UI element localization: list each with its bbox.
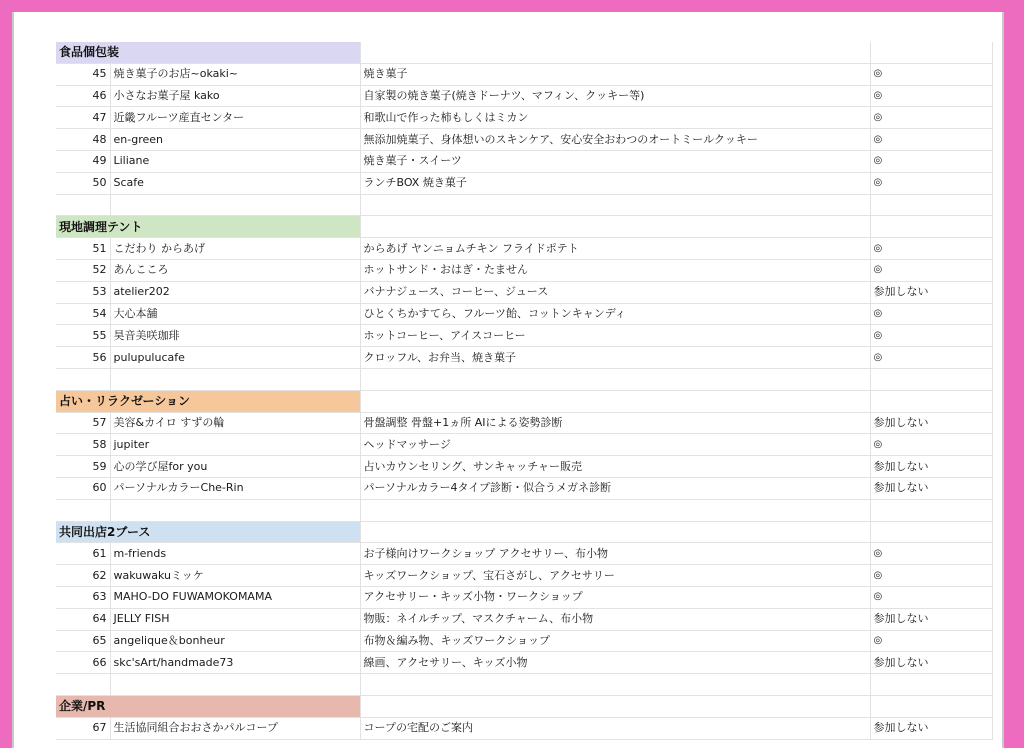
vendor-name-cell[interactable]: atelier202 xyxy=(110,281,360,303)
row-number-cell[interactable]: 50 xyxy=(56,172,110,194)
description-cell[interactable]: アクセサリー・キッズ小物・ワークショップ xyxy=(360,586,870,608)
blank-row xyxy=(56,368,992,390)
table-row xyxy=(56,456,992,478)
table-row xyxy=(56,434,992,456)
spreadsheet-page xyxy=(12,12,1004,748)
description-cell[interactable]: 和歌山で作った柿もしくはミカン xyxy=(360,107,870,129)
table-row xyxy=(56,259,992,281)
row-number-cell[interactable]: 62 xyxy=(56,565,110,587)
section-title[interactable]: 企業/PR xyxy=(56,695,360,717)
empty-cell[interactable] xyxy=(870,499,992,521)
status-cell[interactable]: 参加しない xyxy=(870,652,992,674)
status-cell[interactable]: ◎ xyxy=(870,630,992,652)
vendor-name-cell[interactable]: wakuwakuミッケ xyxy=(110,565,360,587)
description-cell[interactable]: 骨盤調整 骨盤+1ヵ所 AIによる姿勢診断 xyxy=(360,412,870,434)
description-cell[interactable]: ホットコーヒー、アイスコーヒー xyxy=(360,325,870,347)
status-cell[interactable]: ◎ xyxy=(870,303,992,325)
table-row xyxy=(56,85,992,107)
blank-row xyxy=(56,194,992,216)
table-row xyxy=(56,150,992,172)
status-cell[interactable]: ◎ xyxy=(870,150,992,172)
empty-cell[interactable] xyxy=(870,390,992,412)
table-row xyxy=(56,107,992,129)
section-title[interactable]: 現地調理テント xyxy=(56,216,360,238)
status-cell[interactable]: ◎ xyxy=(870,129,992,151)
vendor-name-cell[interactable]: pulupulucafe xyxy=(110,347,360,369)
empty-cell[interactable] xyxy=(56,368,110,390)
row-number-cell[interactable]: 57 xyxy=(56,412,110,434)
table-row xyxy=(56,172,992,194)
status-cell[interactable]: ◎ xyxy=(870,543,992,565)
description-cell[interactable]: 焼き菓子 xyxy=(360,63,870,85)
empty-cell[interactable] xyxy=(360,499,870,521)
blank-row xyxy=(56,674,992,696)
row-number-cell[interactable]: 47 xyxy=(56,107,110,129)
empty-cell[interactable] xyxy=(360,521,870,543)
table-row xyxy=(56,586,992,608)
row-number-cell[interactable]: 45 xyxy=(56,63,110,85)
empty-cell[interactable] xyxy=(870,368,992,390)
status-cell[interactable]: ◎ xyxy=(870,172,992,194)
description-cell[interactable]: 線画、アクセサリー、キッズ小物 xyxy=(360,652,870,674)
status-cell[interactable]: 参加しない xyxy=(870,477,992,499)
row-number-cell[interactable]: 65 xyxy=(56,630,110,652)
description-cell[interactable]: クロッフル、お弁当、焼き菓子 xyxy=(360,347,870,369)
description-cell[interactable]: 無添加焼菓子、身体想いのスキンケア、安心安全おわつのオートミールクッキー xyxy=(360,129,870,151)
blank-row xyxy=(56,499,992,521)
empty-cell[interactable] xyxy=(360,390,870,412)
table-row xyxy=(56,347,992,369)
table-row xyxy=(56,630,992,652)
vendor-name-cell[interactable]: 生活協同組合おおさかパルコープ xyxy=(110,717,360,739)
description-cell[interactable]: 布物＆編み物、キッズワークショップ xyxy=(360,630,870,652)
table-row xyxy=(56,129,992,151)
description-cell[interactable]: 自家製の焼き菓子(焼きドーナツ、マフィン、クッキー等) xyxy=(360,85,870,107)
empty-cell[interactable] xyxy=(360,368,870,390)
empty-cell[interactable] xyxy=(360,674,870,696)
empty-cell[interactable] xyxy=(870,521,992,543)
table-row xyxy=(56,652,992,674)
vendor-name-cell[interactable]: 昊音美咲珈琲 xyxy=(110,325,360,347)
description-cell[interactable]: パーソナルカラー4タイプ診断・似合うメガネ診断 xyxy=(360,477,870,499)
empty-cell[interactable] xyxy=(56,674,110,696)
vendor-table xyxy=(56,42,993,740)
row-number-cell[interactable]: 49 xyxy=(56,150,110,172)
empty-cell[interactable] xyxy=(360,216,870,238)
row-number-cell[interactable]: 56 xyxy=(56,347,110,369)
vendor-name-cell[interactable]: 大心本舗 xyxy=(110,303,360,325)
status-cell[interactable]: ◎ xyxy=(870,63,992,85)
vendor-name-cell[interactable]: Scafe xyxy=(110,172,360,194)
vendor-name-cell[interactable]: パーソナルカラーChe-Rin xyxy=(110,477,360,499)
vendor-name-cell[interactable]: jupiter xyxy=(110,434,360,456)
status-cell[interactable]: 参加しない xyxy=(870,608,992,630)
vendor-name-cell[interactable]: あんこころ xyxy=(110,259,360,281)
table-row xyxy=(56,717,992,739)
row-number-cell[interactable]: 55 xyxy=(56,325,110,347)
empty-cell[interactable] xyxy=(110,674,360,696)
status-cell[interactable]: 参加しない xyxy=(870,717,992,739)
empty-cell[interactable] xyxy=(870,42,992,63)
description-cell[interactable]: コープの宅配のご案内 xyxy=(360,717,870,739)
status-cell[interactable]: ◎ xyxy=(870,238,992,260)
description-cell[interactable]: ひとくちかすてら、フルーツ飴、コットンキャンディ xyxy=(360,303,870,325)
description-cell[interactable]: ランチBOX 焼き菓子 xyxy=(360,172,870,194)
row-number-cell[interactable]: 66 xyxy=(56,652,110,674)
section-header-row xyxy=(56,695,992,717)
description-cell[interactable]: バナナジュース、コーヒー、ジュース xyxy=(360,281,870,303)
row-number-cell[interactable]: 67 xyxy=(56,717,110,739)
empty-cell[interactable] xyxy=(870,695,992,717)
status-cell[interactable]: 参加しない xyxy=(870,456,992,478)
status-cell[interactable]: ◎ xyxy=(870,107,992,129)
status-cell[interactable]: ◎ xyxy=(870,586,992,608)
description-cell[interactable]: 物販：ネイルチップ、マスクチャーム、布小物 xyxy=(360,608,870,630)
table-row xyxy=(56,565,992,587)
status-cell[interactable]: ◎ xyxy=(870,325,992,347)
vendor-name-cell[interactable]: MAHO-DO FUWAMOKOMAMA xyxy=(110,586,360,608)
table-row xyxy=(56,281,992,303)
row-number-cell[interactable]: 52 xyxy=(56,259,110,281)
status-cell[interactable]: ◎ xyxy=(870,347,992,369)
table-row xyxy=(56,325,992,347)
empty-cell[interactable] xyxy=(360,695,870,717)
description-cell[interactable]: ホットサンド・おはぎ・たません xyxy=(360,259,870,281)
row-number-cell[interactable]: 64 xyxy=(56,608,110,630)
table-row xyxy=(56,608,992,630)
vendor-name-cell[interactable]: こだわり からあげ xyxy=(110,238,360,260)
row-number-cell[interactable]: 54 xyxy=(56,303,110,325)
status-cell[interactable]: ◎ xyxy=(870,434,992,456)
description-cell[interactable]: お子様向けワークショップ アクセサリー、布小物 xyxy=(360,543,870,565)
row-number-cell[interactable]: 61 xyxy=(56,543,110,565)
description-cell[interactable]: ヘッドマッサージ xyxy=(360,434,870,456)
empty-cell[interactable] xyxy=(360,194,870,216)
status-cell[interactable]: ◎ xyxy=(870,259,992,281)
section-header-row xyxy=(56,390,992,412)
table-row xyxy=(56,477,992,499)
section-title[interactable]: 共同出店2ブース xyxy=(56,521,360,543)
row-number-cell[interactable]: 58 xyxy=(56,434,110,456)
section-title[interactable]: 占い・リラクゼーション xyxy=(56,390,360,412)
vendor-name-cell[interactable]: 心の学び屋for you xyxy=(110,456,360,478)
empty-cell[interactable] xyxy=(110,499,360,521)
row-number-cell[interactable]: 53 xyxy=(56,281,110,303)
table-row xyxy=(56,238,992,260)
description-cell[interactable]: 焼き菓子・スイーツ xyxy=(360,150,870,172)
section-title[interactable]: 食品個包装 xyxy=(56,42,360,63)
empty-cell[interactable] xyxy=(870,194,992,216)
vendor-name-cell[interactable]: skc'sArt/handmade73 xyxy=(110,652,360,674)
empty-cell[interactable] xyxy=(56,194,110,216)
empty-cell[interactable] xyxy=(110,368,360,390)
description-cell[interactable]: からあげ ヤンニョムチキン フライドポテト xyxy=(360,238,870,260)
status-cell[interactable]: 参加しない xyxy=(870,412,992,434)
status-cell[interactable]: ◎ xyxy=(870,565,992,587)
section-header-row xyxy=(56,42,992,63)
table-row xyxy=(56,543,992,565)
vendor-name-cell[interactable]: 近畿フルーツ産直センター xyxy=(110,107,360,129)
section-header-row xyxy=(56,216,992,238)
empty-cell[interactable] xyxy=(110,194,360,216)
table-row xyxy=(56,63,992,85)
vendor-name-cell[interactable]: 小さなお菓子屋 kako xyxy=(110,85,360,107)
description-cell[interactable]: 占いカウンセリング、サンキャッチャー販売 xyxy=(360,456,870,478)
empty-cell[interactable] xyxy=(360,42,870,63)
vendor-name-cell[interactable]: angelique＆bonheur xyxy=(110,630,360,652)
row-number-cell[interactable]: 48 xyxy=(56,129,110,151)
status-cell[interactable]: 参加しない xyxy=(870,281,992,303)
table-row xyxy=(56,412,992,434)
row-number-cell[interactable]: 51 xyxy=(56,238,110,260)
section-header-row xyxy=(56,521,992,543)
vendor-name-cell[interactable]: m-friends xyxy=(110,543,360,565)
table-row xyxy=(56,303,992,325)
row-number-cell[interactable]: 59 xyxy=(56,456,110,478)
empty-cell[interactable] xyxy=(870,216,992,238)
empty-cell[interactable] xyxy=(56,499,110,521)
row-number-cell[interactable]: 63 xyxy=(56,586,110,608)
row-number-cell[interactable]: 46 xyxy=(56,85,110,107)
description-cell[interactable]: キッズワークショップ、宝石さがし、アクセサリー xyxy=(360,565,870,587)
row-number-cell[interactable]: 60 xyxy=(56,477,110,499)
empty-cell[interactable] xyxy=(870,674,992,696)
vendor-name-cell[interactable]: en-green xyxy=(110,129,360,151)
vendor-name-cell[interactable]: JELLY FISH xyxy=(110,608,360,630)
vendor-name-cell[interactable]: 焼き菓子のお店~okaki~ xyxy=(110,63,360,85)
vendor-name-cell[interactable]: Liliane xyxy=(110,150,360,172)
status-cell[interactable]: ◎ xyxy=(870,85,992,107)
vendor-name-cell[interactable]: 美容&カイロ すずの輪 xyxy=(110,412,360,434)
